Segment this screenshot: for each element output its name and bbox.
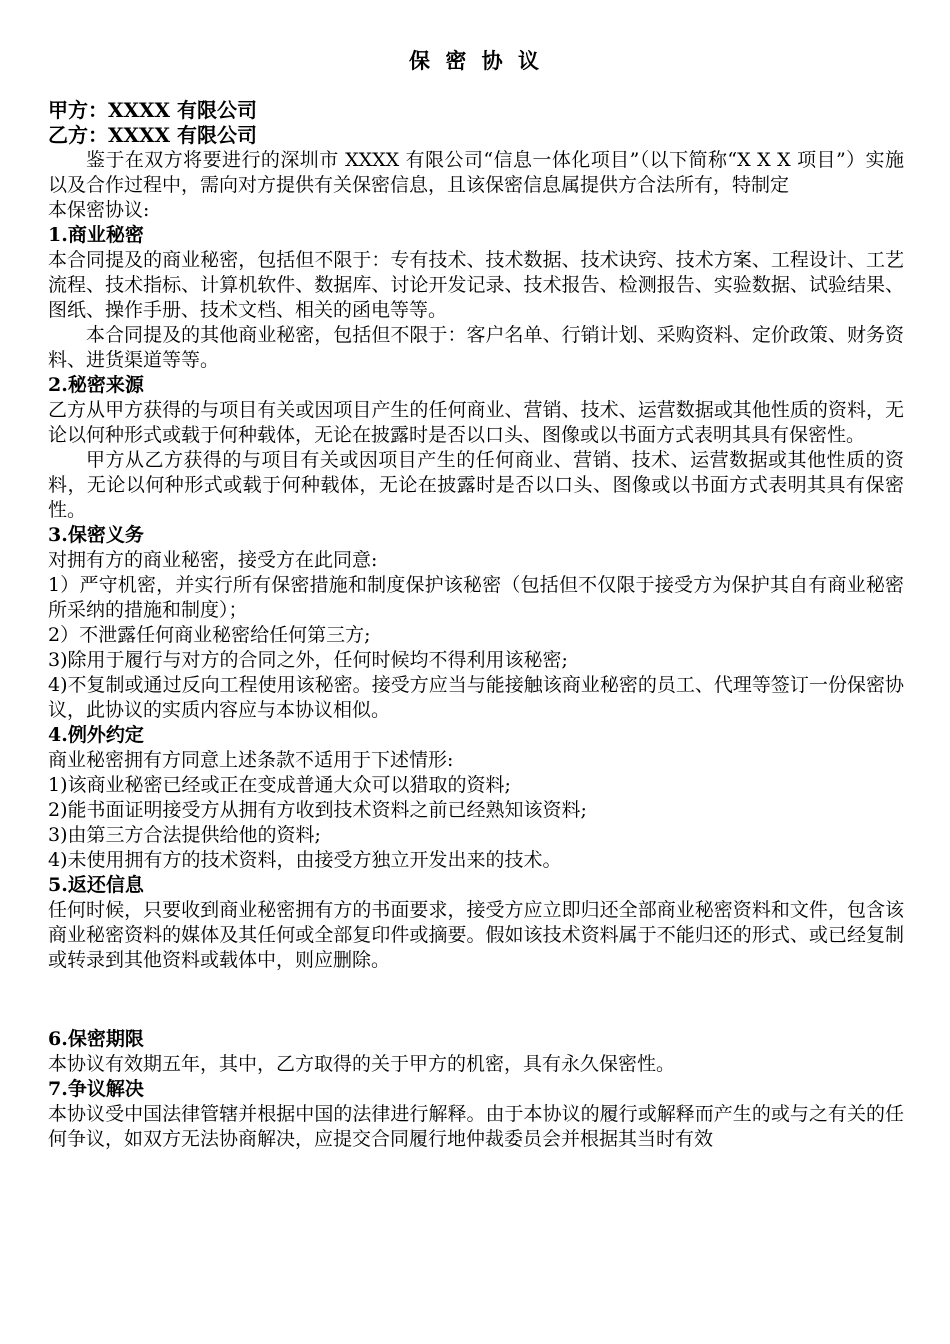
section-paragraph: 本合同提及的其他商业秘密，包括但不限于：客户名单、行销计划、采购资料、定价政策、财务资料、进货渠道等等。 <box>48 324 904 371</box>
list-item: 2）不泄露任何商业秘密给任何第三方; <box>48 624 371 646</box>
section-heading: 6.保密期限 <box>48 1028 144 1050</box>
list-item: 4)未使用拥有方的技术资料，由接受方独立开发出来的技术。 <box>48 849 562 871</box>
blank-space <box>48 973 904 1027</box>
section-heading: 4.例外约定 <box>48 724 144 746</box>
section-heading: 7.争议解决 <box>48 1078 144 1100</box>
section-paragraph: 本协议有效期五年，其中，乙方取得的关于甲方的机密，具有永久保密性。 <box>48 1053 676 1075</box>
section-paragraph: 乙方从甲方获得的与项目有关或因项目产生的任何商业、营销、技术、运营数据或其他性质的资料，无论以何种形式或载于何种载体，无论在披露时是否以口头、图像或以书面方式表明其具有保密性。 <box>48 399 904 446</box>
section-paragraph: 商业秘密拥有方同意上述条款不适用于下述情形: <box>48 749 454 771</box>
intro-paragraph: 本保密协议: <box>48 199 150 221</box>
document-title: 保 密 协 议 <box>409 48 543 73</box>
list-item: 1)该商业秘密已经或正在变成普通大众可以猎取的资料; <box>48 774 511 796</box>
section-heading: 5.返还信息 <box>48 874 144 896</box>
section-paragraph: 对拥有方的商业秘密，接受方在此同意: <box>48 549 378 571</box>
section-paragraph: 本合同提及的商业秘密，包括但不限于：专有技术、技术数据、技术诀窍、技术方案、工程设计、工艺流程、技术指标、计算机软件、数据库、讨论开发记录、技术报告、检测报告、实验数据、试验结果、图纸、操作手册、技术文档、相关的函电等等。 <box>48 249 904 321</box>
section-paragraph: 任何时候，只要收到商业秘密拥有方的书面要求，接受方应立即归还全部商业秘密资料和文件，包含该商业秘密资料的媒体及其任何或全部复印件或摘要。假如该技术资料属于不能归还的形式、或已经复制或转录到其他资料或载体中，则应删除。 <box>48 899 904 971</box>
party-b: 乙方：XXXX 有限公司 <box>48 123 258 147</box>
list-item: 4)不复制或通过反向工程使用该秘密。接受方应当与能接触该商业秘密的员工、代理等签订一份保密协议，此协议的实质内容应与本协议相似。 <box>48 674 904 721</box>
list-item: 1）严守机密，并实行所有保密措施和制度保护该秘密（包括但不仅限于接受方为保护其自有商业秘密所采纳的措施和制度）； <box>48 574 904 621</box>
intro-paragraph: 鉴于在双方将要进行的深圳市 XXXX 有限公司“信息一体化项目”（以下简称“X X X 项目”）实施以及合作过程中，需向对方提供有关保密信息，且该保密信息属提供方合法所有，特制定 <box>48 149 904 196</box>
list-item: 3)由第三方合法提供给他的资料; <box>48 824 321 846</box>
party-a: 甲方：XXXX 有限公司 <box>48 98 258 122</box>
section-heading: 1.商业秘密 <box>48 224 144 246</box>
list-item: 3)除用于履行与对方的合同之外，任何时候均不得利用该秘密; <box>48 649 568 671</box>
section-paragraph: 本协议受中国法律管辖并根据中国的法律进行解释。由于本协议的履行或解释而产生的或与之有关的任何争议，如双方无法协商解决，应提交合同履行地仲裁委员会并根据其当时有效 <box>48 1103 904 1150</box>
section-heading: 2.秘密来源 <box>48 374 144 396</box>
section-heading: 3.保密义务 <box>48 524 144 546</box>
section-paragraph: 甲方从乙方获得的与项目有关或因项目产生的任何商业、营销、技术、运营数据或其他性质的资料，无论以何种形式或载于何种载体，无论在披露时是否以口头、图像或以书面方式表明其具有保密性。 <box>48 449 904 521</box>
list-item: 2)能书面证明接受方从拥有方收到技术资料之前已经熟知该资料; <box>48 799 587 821</box>
